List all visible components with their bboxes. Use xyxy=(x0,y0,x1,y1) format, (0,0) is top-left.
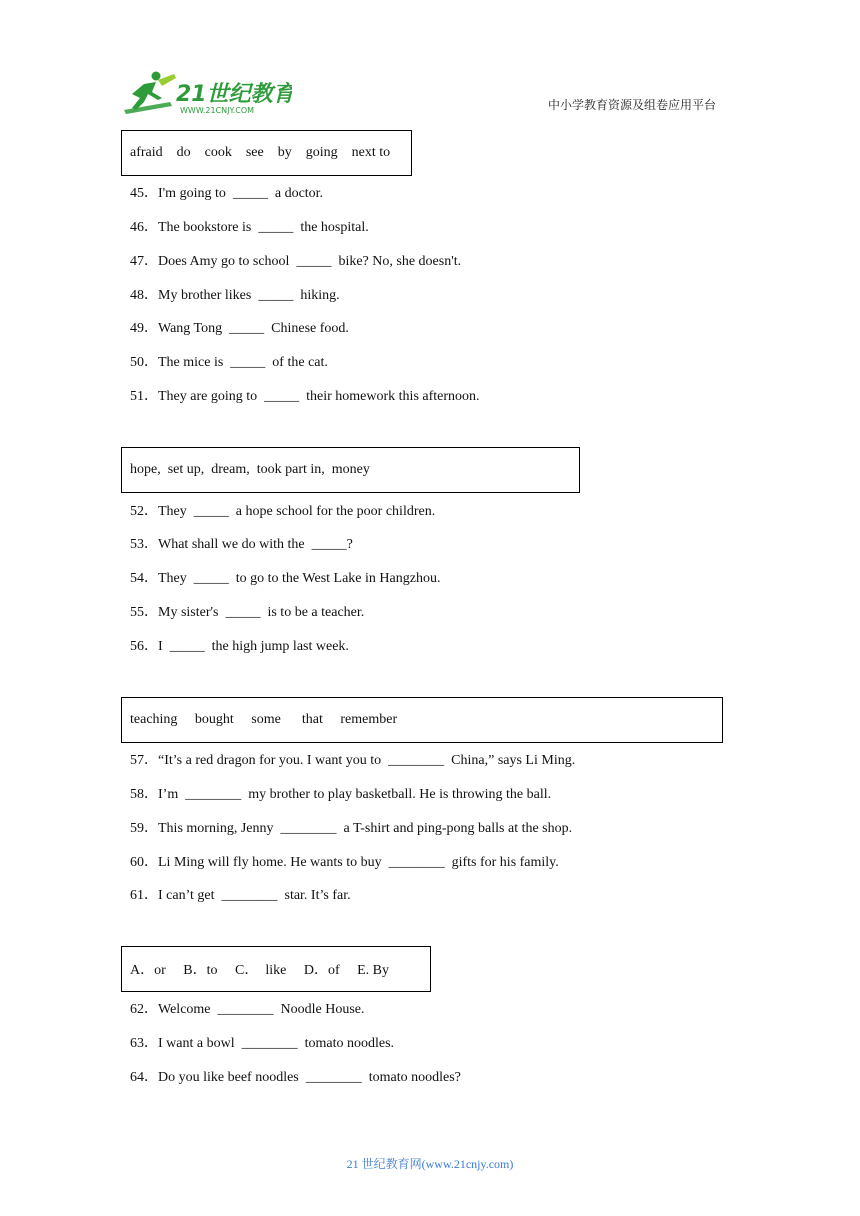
question-60: 60．Li Ming will fly home. He wants to buy ________ gifts for his family. xyxy=(130,855,559,870)
word-box-4: A．or B．to C． like D．of E. By xyxy=(121,946,431,992)
header-platform-text: 中小学教育资源及组卷应用平台 xyxy=(548,98,717,112)
logo-sub: WWW.21CNJY.COM xyxy=(180,106,255,115)
question-49: 49．Wang Tong _____ Chinese food. xyxy=(130,321,349,336)
logo xyxy=(122,70,292,116)
question-45: 45．I'm going to _____ a doctor. xyxy=(130,186,324,201)
word-box-2: hope, set up, dream, took part in, money xyxy=(121,447,580,493)
question-54: 54．They _____ to go to the West Lake in Hangzhou. xyxy=(130,571,441,586)
logo-runner-icon xyxy=(122,70,292,116)
question-50: 50．The mice is _____ of the cat. xyxy=(130,355,328,370)
question-56: 56．I _____ the high jump last week. xyxy=(130,639,349,654)
footer-site-link[interactable]: 21 世纪教育网(www.21cnjy.com) xyxy=(346,1157,514,1171)
question-57: 57．“It’s a red dragon for you. I want you to ________ China,” says Li Ming. xyxy=(130,753,576,768)
question-52: 52．They _____ a hope school for the poor children. xyxy=(130,504,436,519)
question-46: 46．The bookstore is _____ the hospital. xyxy=(130,220,369,235)
question-63: 63．I want a bowl ________ tomato noodles. xyxy=(130,1036,395,1051)
question-51: 51．They are going to _____ their homework this afternoon. xyxy=(130,389,480,404)
question-61: 61．I can’t get ________ star. It’s far. xyxy=(130,888,351,903)
question-62: 62．Welcome ________ Noodle House. xyxy=(130,1002,365,1017)
question-47: 47．Does Amy go to school _____ bike? No, she doesn't. xyxy=(130,254,462,269)
question-64: 64．Do you like beef noodles ________ tomato noodles? xyxy=(130,1070,461,1085)
word-box-1: afraid do cook see by going next to xyxy=(121,130,412,176)
question-55: 55．My sister's _____ is to be a teacher. xyxy=(130,605,365,620)
logo-text: 21世纪教育 xyxy=(176,82,292,107)
question-53: 53．What shall we do with the _____? xyxy=(130,537,353,552)
word-box-3: teaching bought some that remember xyxy=(121,697,723,743)
question-48: 48．My brother likes _____ hiking. xyxy=(130,288,340,303)
question-59: 59．This morning, Jenny ________ a T-shirt and ping-pong balls at the shop. xyxy=(130,821,573,836)
question-58: 58．I’m ________ my brother to play basketball. He is throwing the ball. xyxy=(130,787,552,802)
